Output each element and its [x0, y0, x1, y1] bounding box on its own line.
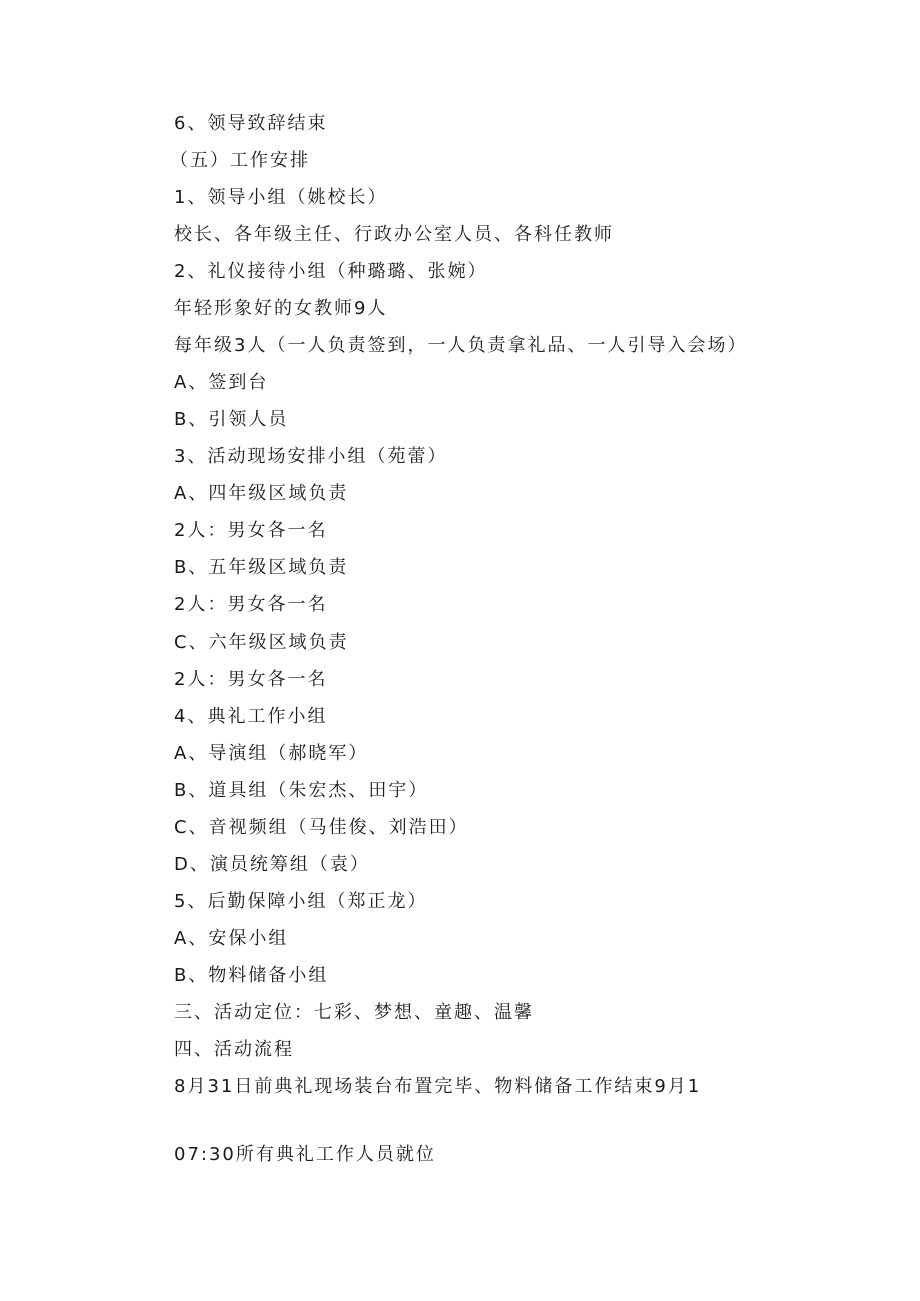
section-heading: 四、活动流程 [174, 1039, 294, 1060]
text-line: 6、领导致辞结束 [174, 113, 328, 134]
text-line: C、六年级区域负责 [174, 632, 349, 653]
text-line: 2、礼仪接待小组（种璐璐、张婉） [174, 261, 488, 282]
text-line: 07:30所有典礼工作人员就位 [174, 1144, 436, 1165]
text-line: 校长、各年级主任、行政办公室人员、各科任教师 [174, 224, 614, 245]
text-line: 5、后勤保障小组（郑正龙） [174, 891, 428, 912]
text-line: 年轻形象好的女教师9人 [174, 298, 388, 319]
text-line: B、引领人员 [174, 409, 289, 430]
text-line: 2人：男女各一名 [174, 594, 328, 615]
text-line: 4、典礼工作小组 [174, 706, 328, 727]
text-line: A、安保小组 [174, 928, 289, 949]
text-line: D、演员统筹组（袁） [174, 854, 370, 875]
section-heading: 三、活动定位：七彩、梦想、童趣、温馨 [174, 1002, 534, 1023]
text-line: B、物料储备小组 [174, 965, 329, 986]
text-line: 8月31日前典礼现场装台布置完毕、物料储备工作结束9月1 [174, 1076, 702, 1097]
text-line: 每年级3人（一人负责签到，一人负责拿礼品、一人引导入会场） [174, 335, 748, 356]
text-line: A、四年级区域负责 [174, 483, 349, 504]
text-line: C、音视频组（马佳俊、刘浩田） [174, 817, 469, 838]
text-line: A、签到台 [174, 372, 269, 393]
section-heading: （五）工作安排 [170, 150, 310, 171]
text-line: B、五年级区域负责 [174, 557, 349, 578]
text-line: 1、领导小组（姚校长） [174, 187, 388, 208]
text-line: 2人：男女各一名 [174, 669, 328, 690]
text-line: A、导演组（郝晓军） [174, 743, 369, 764]
text-line: 2人：男女各一名 [174, 520, 328, 541]
text-line: 3、活动现场安排小组（苑蕾） [174, 446, 448, 467]
text-line: B、道具组（朱宏杰、田宇） [174, 780, 429, 801]
